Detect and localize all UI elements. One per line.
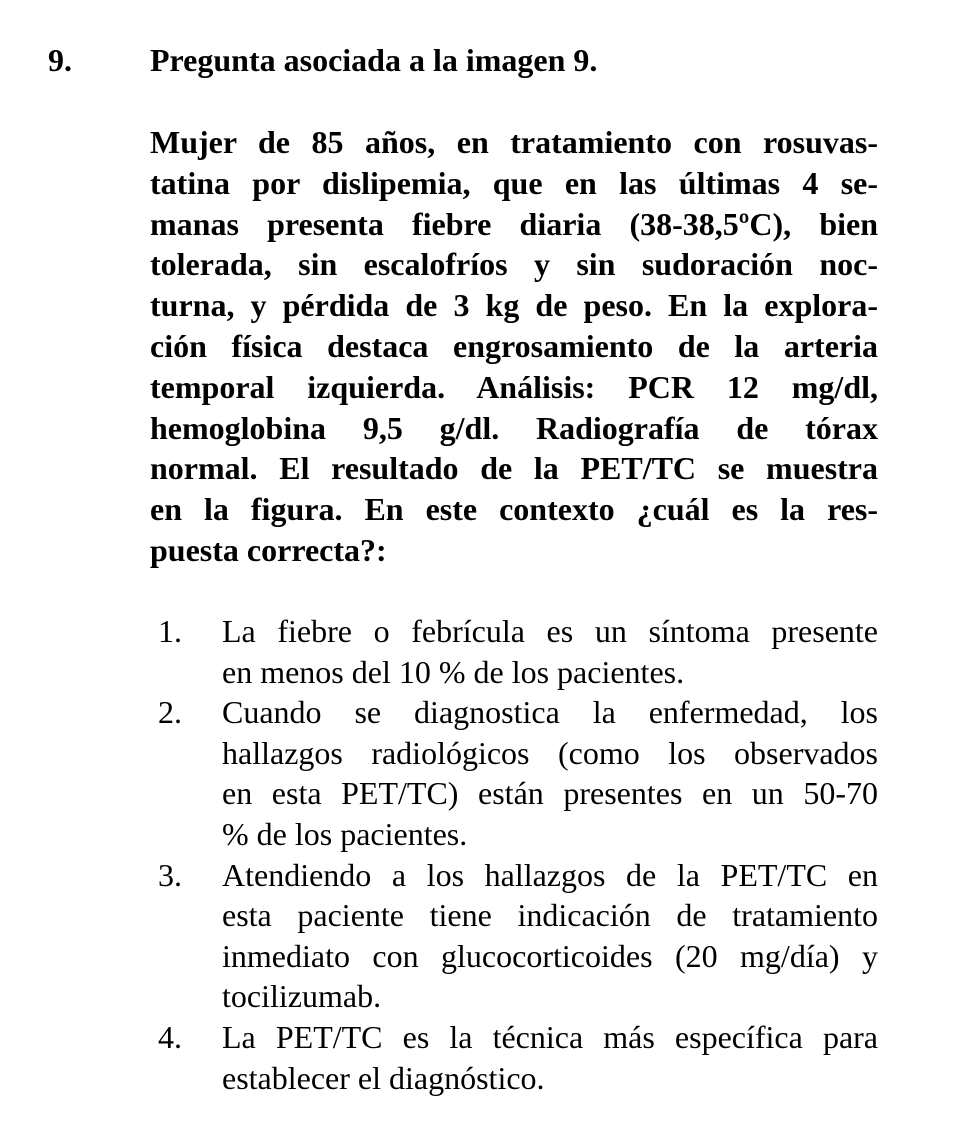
answer-option-2	[150, 692, 878, 854]
stem-line: ción física destaca engrosamiento de la arteria	[150, 327, 878, 364]
option-line: en menos del 10 % de los pacientes.	[222, 653, 685, 690]
option-number: 2.	[158, 694, 182, 731]
answer-options	[150, 611, 878, 1098]
stem-line: manas presenta fiebre diaria (38-38,5ºC), bien	[150, 205, 878, 242]
option-line: esta paciente tiene indicación de tratamiento	[222, 897, 878, 934]
option-number: 1.	[158, 613, 182, 649]
stem-line: temporal izquierda. Análisis: PCR 12 mg/dl,	[150, 368, 878, 405]
option-line: Atendiendo a los hallazgos de la PET/TC en	[222, 856, 878, 893]
stem-line: turna, y pérdida de 3 kg de peso. En la explora-	[150, 287, 878, 324]
answer-option-3	[150, 855, 878, 1017]
option-line: tocilizumab.	[222, 978, 382, 1015]
answer-option-1	[150, 611, 878, 692]
option-line: La PET/TC es la técnica más específica para	[222, 1018, 878, 1055]
question-title: Pregunta asociada a la imagen 9.	[150, 42, 598, 78]
option-line: La fiebre o febrícula es un síntoma presente	[222, 613, 878, 649]
option-line: inmediato con glucocorticoides (20 mg/día) y	[222, 937, 878, 974]
stem-line: en la figura. En este contexto ¿cuál es la res-	[150, 491, 878, 528]
option-line: en esta PET/TC) están presentes en un 50-70	[222, 775, 878, 812]
stem-line: tatina por dislipemia, que en las últimas 4 se-	[150, 164, 878, 201]
answer-option-4	[150, 1017, 878, 1098]
question-number: 9.	[48, 42, 72, 78]
stem-line: normal. El resultado de la PET/TC se muestra	[150, 450, 878, 487]
stem-line: hemoglobina 9,5 g/dl. Radiografía de tórax	[150, 409, 878, 446]
question-stem	[150, 122, 878, 571]
option-line: % de los pacientes.	[222, 815, 468, 852]
option-line: establecer el diagnóstico.	[222, 1059, 545, 1096]
option-line: hallazgos radiológicos (como los observados	[222, 734, 878, 771]
option-line: Cuando se diagnostica la enfermedad, los	[222, 694, 878, 731]
option-number: 3.	[158, 856, 182, 893]
stem-line: tolerada, sin escalofríos y sin sudoración noc-	[150, 246, 878, 283]
option-number: 4.	[158, 1018, 182, 1055]
stem-line: puesta correcta?:	[150, 531, 387, 568]
stem-line: Mujer de 85 años, en tratamiento con rosuvas-	[150, 124, 878, 160]
